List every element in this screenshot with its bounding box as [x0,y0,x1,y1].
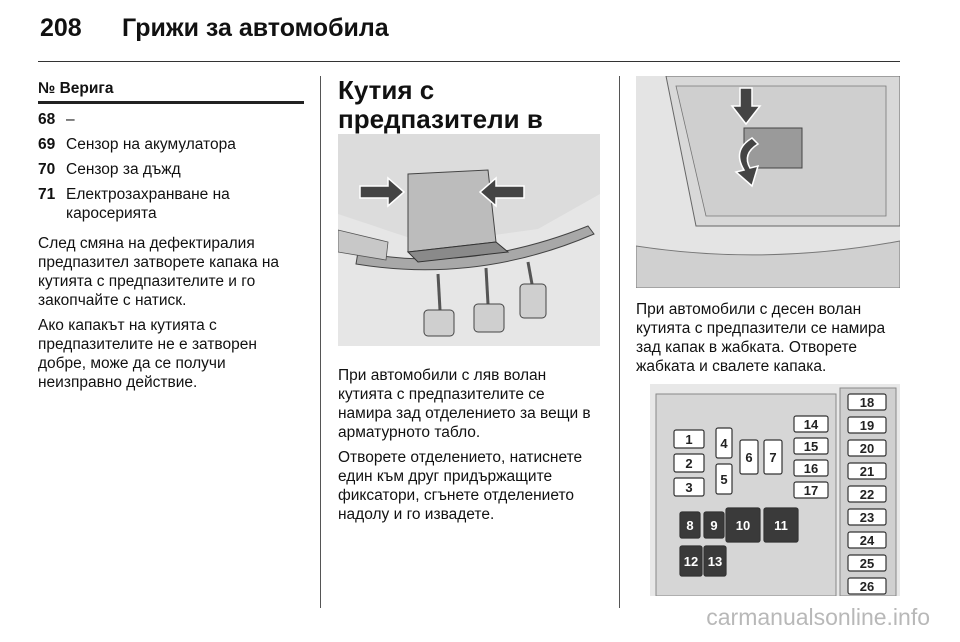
fuse-3 [674,478,704,496]
fuse-diagram [650,384,900,596]
svg-text:6: 6 [745,450,753,465]
paragraph: Отворете отделението, натиснете един към друг придържащите фиксатори, сгънете отделението надолу и го извадете. [338,449,583,523]
fuse-7 [764,440,782,474]
fuse-10 [726,508,760,542]
row-text: Сензор на акумулатора [66,136,236,153]
watermark: carmanualsonline.info [706,604,930,630]
svg-text:24: 24 [859,533,875,548]
row-number: 71 [38,186,56,203]
section-heading: Кутия с предпазители в [338,75,543,134]
column-divider-2 [619,76,620,608]
fuse-9 [704,512,724,538]
fuse-5 [716,464,732,494]
page-number: 208 [40,14,82,42]
svg-text:18: 18 [859,395,875,410]
paragraph: При автомобили с десен волан кутията с предпазители се намира зад капак в жабката. Отворете жабката и свалете капака. [636,301,886,375]
table-row [38,185,304,223]
svg-text:11: 11 [774,518,788,533]
svg-text:22: 22 [859,487,875,502]
table-row [38,135,304,154]
fuse-18 [848,394,886,410]
svg-text:8: 8 [686,518,694,533]
fuse-23 [848,509,886,525]
svg-text:12: 12 [683,554,699,569]
svg-text:19: 19 [859,418,875,433]
row-number: 70 [38,161,56,178]
dashboard-illustration [338,134,600,346]
fuse-21 [848,463,886,479]
svg-text:23: 23 [859,510,875,525]
svg-text:4: 4 [720,436,728,451]
glovebox-drawing [636,76,900,288]
dashboard-drawing [338,134,600,346]
table-row [38,160,304,179]
svg-text:9: 9 [710,518,718,533]
row-number: 69 [38,136,56,153]
svg-text:14: 14 [803,417,819,432]
fuse-25 [848,555,886,571]
paragraph: При автомобили с ляв волан кутията с предпазителите се намира зад отделението за вещи в арматурното табло. [338,367,591,441]
middle-text [338,366,600,524]
fuse-4 [716,428,732,458]
fuse-8 [680,512,700,538]
column-divider-1 [320,76,321,608]
fuse-1 [674,430,704,448]
paragraph: Ако капакът на кутията с предпазителите не е затворен добре, може да се получи неизправно действие. [38,317,257,391]
svg-text:7: 7 [769,450,777,465]
header-rule [38,61,900,62]
svg-text:16: 16 [803,461,819,476]
svg-text:10: 10 [735,518,751,533]
fuse-19 [848,417,886,433]
fuse-13 [704,546,726,576]
fuse-24 [848,532,886,548]
svg-text:26: 26 [859,579,875,594]
page-title: Грижи за автомобила [122,14,389,42]
fuse-box-drawing [650,384,900,596]
svg-text:20: 20 [859,441,875,456]
fuse-2 [674,454,704,472]
table-header: № Верига [38,79,304,104]
fuse-11 [764,508,798,542]
fuse-12 [680,546,702,576]
page-header [24,14,924,48]
paragraph: След смяна на дефектиралия предпазител затворете капака на кутията с предпазителите и го закопчайте с натиск. [38,235,280,309]
svg-text:3: 3 [685,480,693,495]
fuse-22 [848,486,886,502]
row-number: 68 [38,111,56,128]
svg-text:1: 1 [685,432,693,447]
fuse-20 [848,440,886,456]
fuse-15 [794,438,828,454]
svg-text:5: 5 [720,472,728,487]
fuse-14 [794,416,828,432]
row-text: – [66,111,75,128]
svg-text:2: 2 [685,456,693,471]
svg-text:15: 15 [803,439,819,454]
row-text: Електрозахранване на каросерията [66,186,230,222]
glovebox-illustration [636,76,900,288]
right-text [636,300,900,376]
fuse-16 [794,460,828,476]
left-column [38,76,304,392]
svg-text:13: 13 [707,554,723,569]
table-row [38,110,304,129]
fuse-6 [740,440,758,474]
svg-text:17: 17 [803,483,819,498]
fuse-26 [848,578,886,594]
fuse-17 [794,482,828,498]
svg-text:21: 21 [859,464,875,479]
svg-text:25: 25 [859,556,875,571]
row-text: Сензор за дъжд [66,161,181,178]
